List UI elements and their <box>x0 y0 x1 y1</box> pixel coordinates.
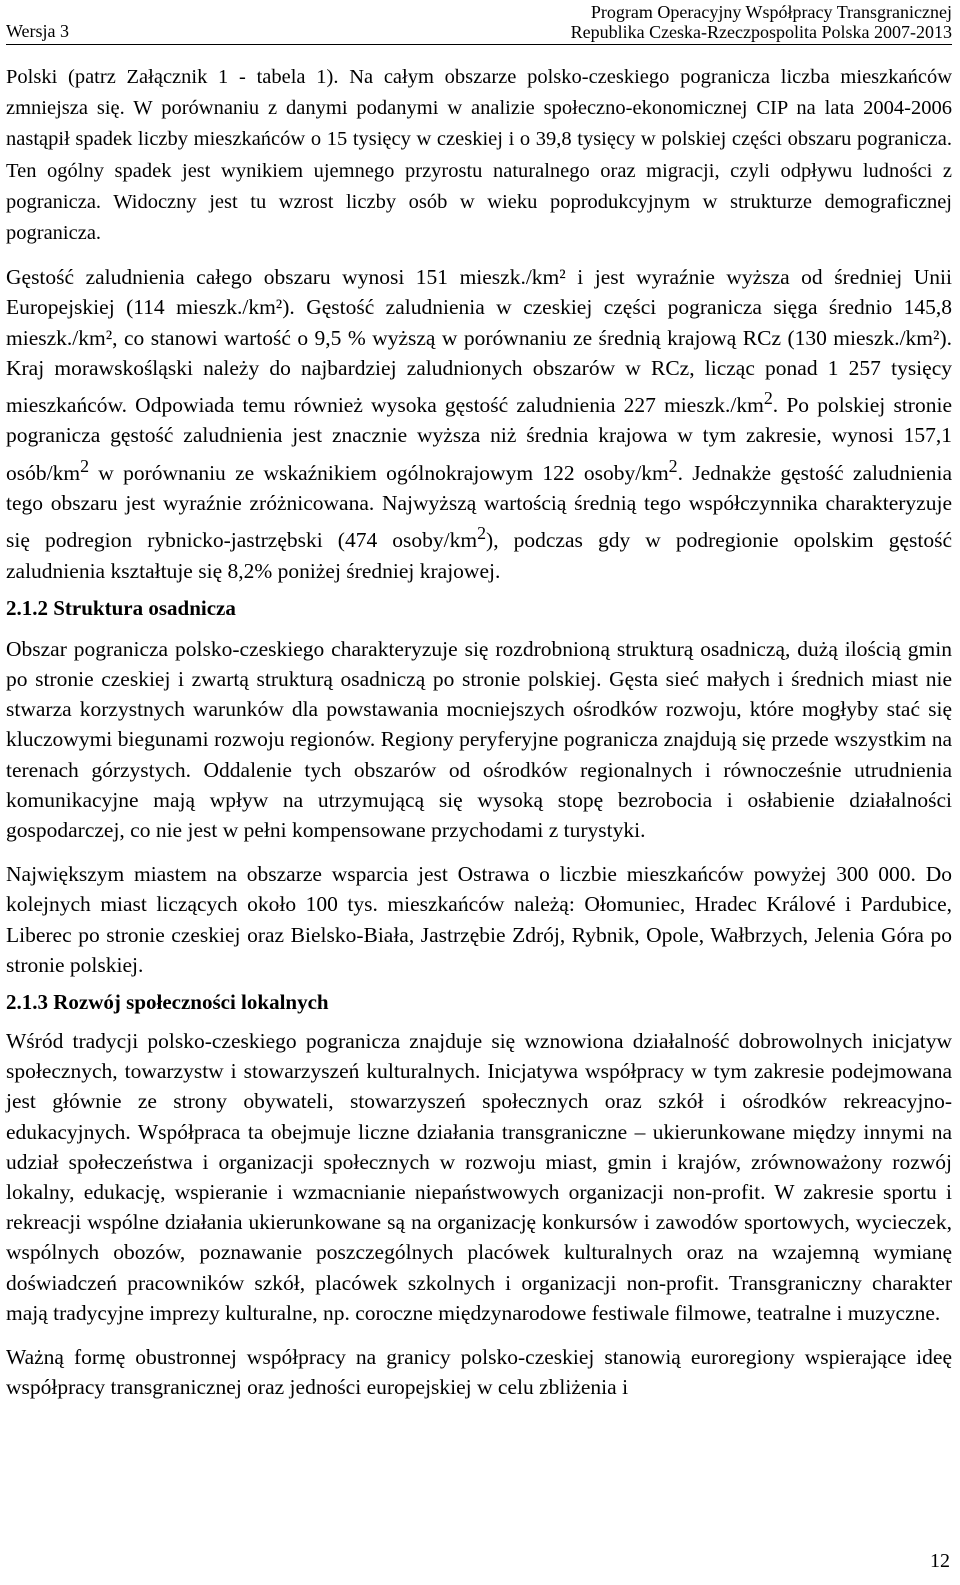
paragraph-largest-cities: Największym miastem na obszarze wsparcia jest Ostrawa o liczbie mieszkańców powyżej 300 000. Do kolejnych miast liczących około 100 tys. mieszkańców należą: Ołomuniec, Hradec Králové i Pardubice, Liberec po stronie czeskiej oraz Bielsko-Biała, Jastrzębie Zdrój, Rybnik, Opole, Wałbrzych, Jelenia Góra po stronie polskiej. <box>6 862 952 977</box>
paragraph-settlement-structure: Obszar pogranicza polsko-czeskiego charakteryzuje się rozdrobnioną strukturą osadniczą, dużą ilością gmin po stronie czeskiej i zwartą strukturą osadniczą po stronie polskiej. Gęsta sieć małych i średnich miast nie stwarza korzystnych warunków dla powstawania mocniejszych ośrodków rozwoju, które mogłyby stać się kluczowymi biegunami rozwoju regionów. Regiony peryferyjne pogranicza znajdują się przede wszystkim na terenach górzystych. Oddalenie tych obszarów od ośrodków regionalnych i równocześnie utrudnienia komunikacyjne mają wpływ na utrzymującą się wysoką stopę bezrobocia i osłabienie działalności gospodarczej, co nie jest w pełni kompensowane przychodami z turystyki. <box>6 636 952 842</box>
section-heading-settlement-structure: 2.1.2 Struktura osadnicza <box>6 595 236 620</box>
page-header <box>6 2 952 44</box>
version-label: Wersja 3 <box>6 21 70 41</box>
document-body <box>6 62 952 1402</box>
paragraph-population-density <box>6 262 952 586</box>
program-title-line-2: Republika Czeska-Rzeczpospolita Polska 2007-2013 <box>570 22 952 42</box>
text-run: . Jednakże gęstość zaludnienia tego obszaru jest wyraźnie zróżnicowana. Najwyższą wartością średnią tego współczynnika charakteryzuje się podregion rybnicko-jastrzębski (474 osoby/km <box>6 460 952 553</box>
page-number: 12 <box>930 1550 950 1572</box>
section-heading-local-communities: 2.1.3 Rozwój społeczności lokalnych <box>6 989 329 1014</box>
superscript: 2 <box>477 523 487 544</box>
header-divider <box>6 44 952 45</box>
text-run: . Po polskiej stronie pogranicza gęstość zaludnienia jest znacznie wyższa niż średnia krajowa w tym zakresie, wynosi 157,1 osób/km <box>6 393 952 485</box>
text-run: w porównaniu ze wskaźnikiem ogólnokrajowym 122 osoby/km <box>89 460 669 485</box>
text-run: Gęstość zaludnienia całego obszaru wynosi 151 mieszk./km² i jest wyraźnie wyższa od średniej Unii Europejskiej (114 mieszk./km²). Gęstość zaludnienia w czeskiej części pogranicza sięga średnio 145,8 mieszk./km², co stanowi wartość o 9,5 % wyższą w porównaniu ze średnią krajową RCz (130 mieszk./km²). Kraj morawskośląski należy do najbardziej zaludnionych obszarów w RCz, licząc ponad 1 257 tysięcy mieszkańców. Odpowiada temu również wysoka gęstość zaludnienia 227 mieszk./km <box>6 265 952 418</box>
superscript: 2 <box>668 455 678 476</box>
paragraph-local-communities: Wśród tradycji polsko-czeskiego pogranicza znajduje się wznowiona działalność dobrowolnych inicjatyw społecznych, towarzystw i stowarzyszeń kulturalnych. Inicjatywa współpracy w tym zakresie podejmowana jest głównie ze strony obywateli, stowarzyszeń społecznych oraz szkół i ośrodków rekreacyjno-edukacyjnych. Współpraca ta obejmuje liczne działania transgraniczne – ukierunkowane między innymi na udział społeczeństwa i organizacji społecznych w rozwoju miast, gmin i krajów, zrównoważony rozwój lokalny, edukację, wspieranie i wzmacnianie niepaństwowych organizacji non-profit. W zakresie sportu i rekreacji wspólne działania ukierunkowane są na organizację konkursów i zawodów sportowych, wycieczek, wspólnych obozów, poznawanie poszczególnych placówek kulturalnych oraz na wzajemną wymianę doświadczeń pracowników szkół, placówek szkolnych i organizacji non-profit. Transgraniczny charakter mają tradycyjne imprezy kulturalne, np. coroczne międzynarodowe festiwale filmowe, teatralne i muzyczne. <box>6 1028 952 1325</box>
superscript: 2 <box>80 455 90 476</box>
paragraph-euroregions: Ważną formę obustronnej współpracy na granicy polsko-czeskiej stanowią euroregiony wspierające ideę współpracy transgranicznej oraz jedności europejskiej w celu zbliżenia i <box>6 1344 952 1400</box>
program-title <box>571 2 952 42</box>
superscript: 2 <box>763 388 773 409</box>
program-title-line-1: Program Operacyjny Współpracy Transgranicznej <box>590 2 952 22</box>
text-run: ), podczas gdy w podregionie opolskim gęstość zaludnienia kształtuje się 8,2% poniżej średniej krajowej. <box>6 528 953 583</box>
paragraph-population-decline: Polski (patrz Załącznik 1 - tabela 1). Na całym obszarze polsko-czeskiego pogranicza liczba mieszkańców zmniejsza się. W porównaniu z danymi podanymi w analizie społeczno-ekonomicznej CIP na lata 2004-2006 nastąpił spadek liczby mieszkańców o 15 tysięcy w czeskiej i o 39,8 tysięcy w polskiej części obszaru pogranicza. Ten ogólny spadek jest wynikiem ujemnego przyrostu naturalnego oraz migracji, czyli odpływu ludności z pogranicza. Widoczny jest tu wzrost liczby osób w wieku poprodukcyjnym w strukturze demograficznej pogranicza. <box>6 66 952 245</box>
